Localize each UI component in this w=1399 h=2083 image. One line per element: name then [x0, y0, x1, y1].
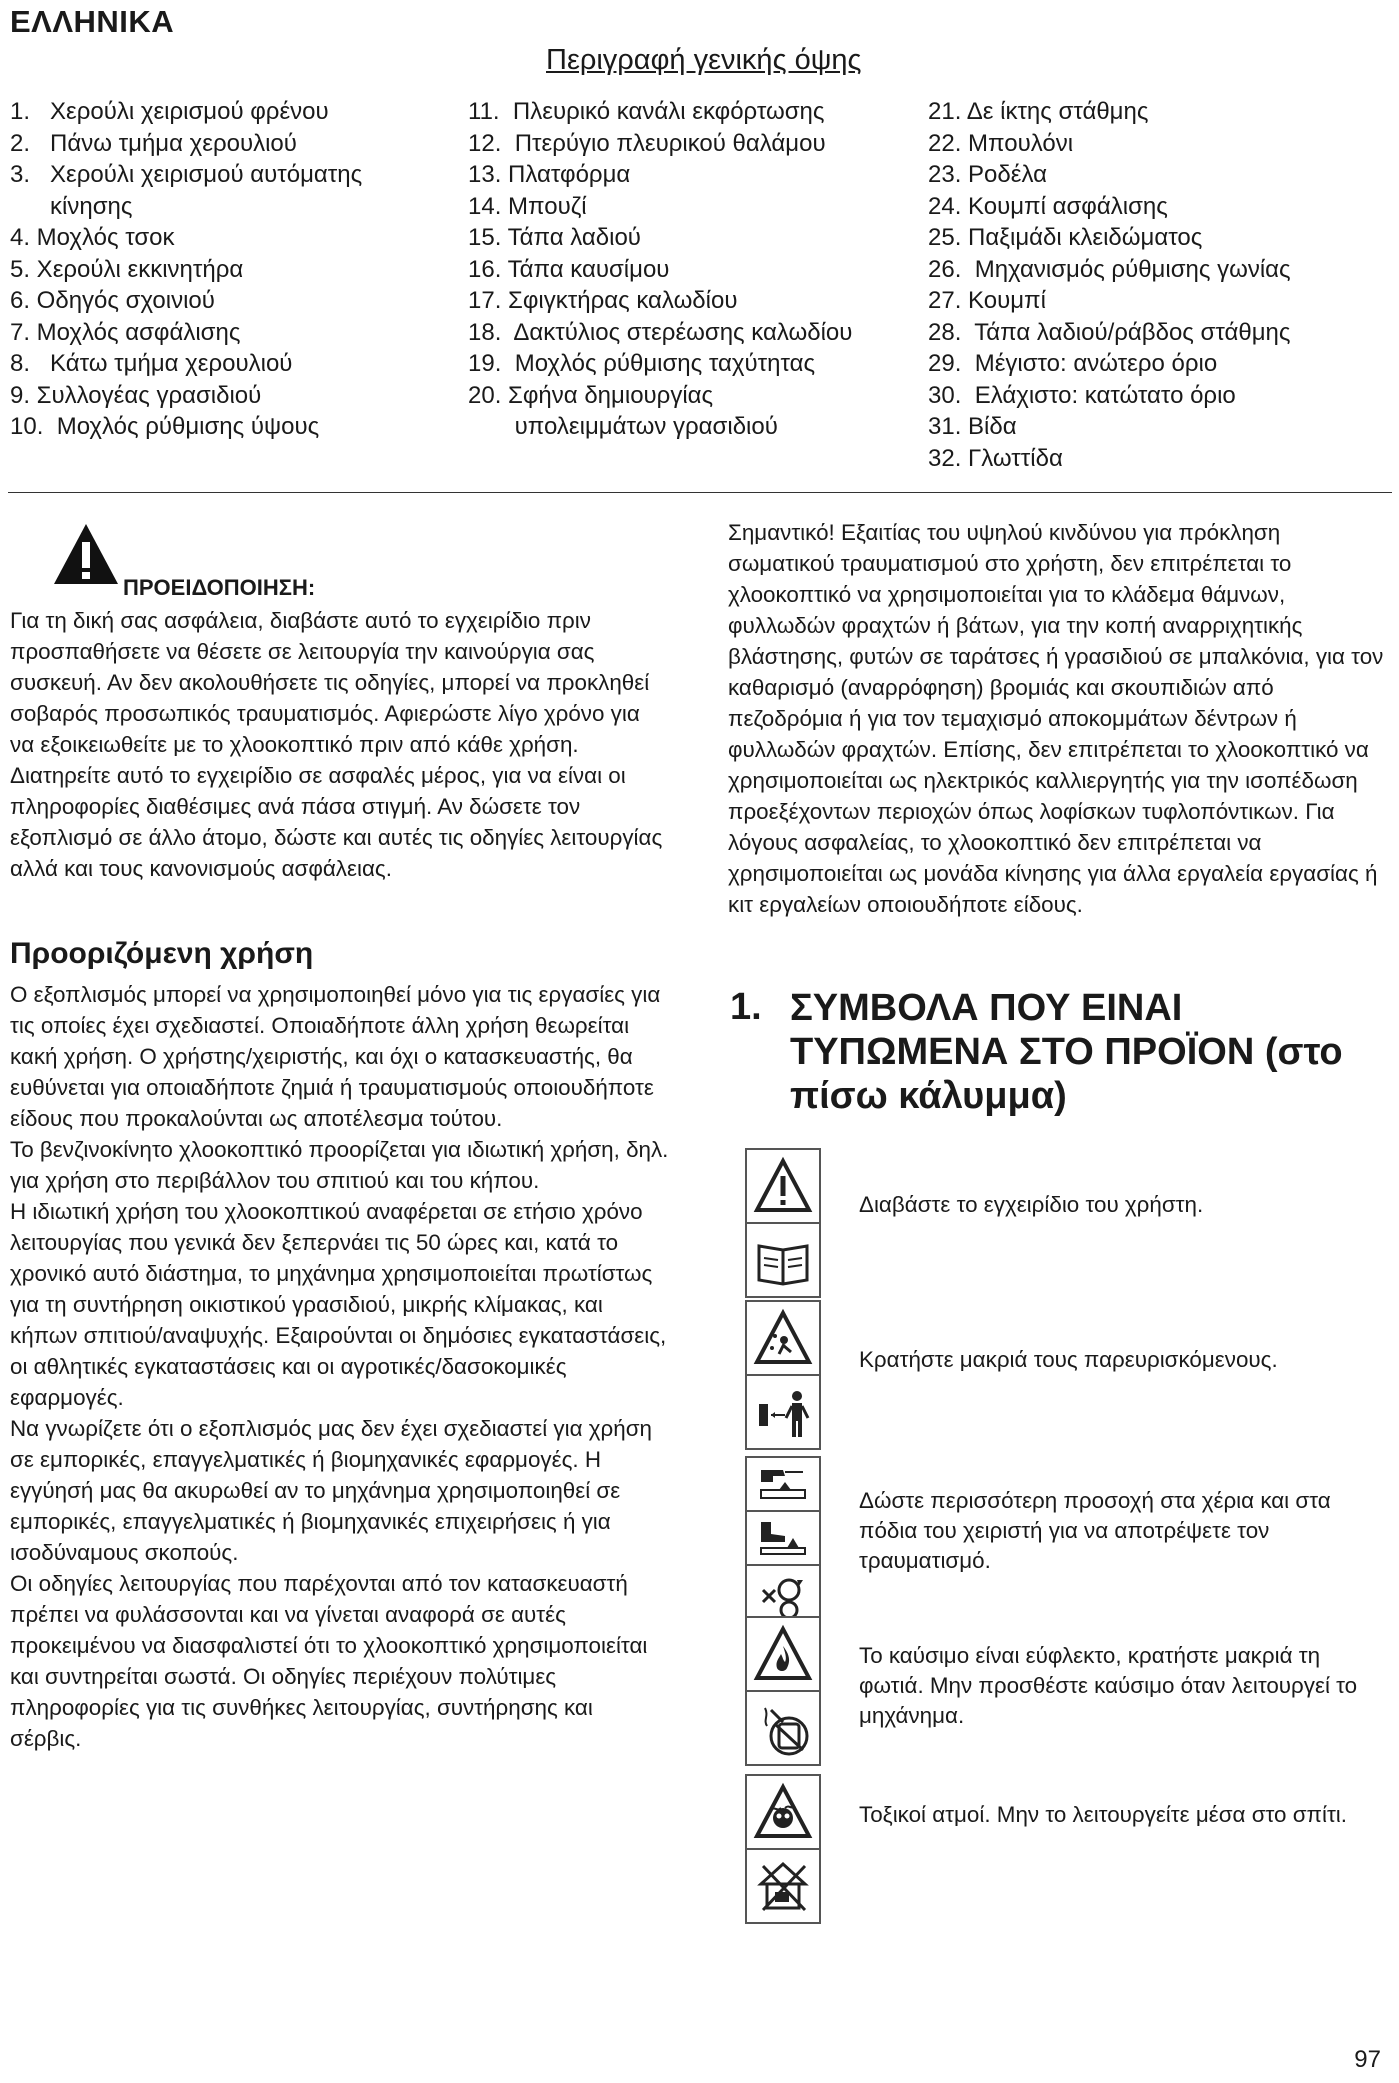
- list-item: 17. Σφιγκτήρας καλωδίου: [468, 287, 738, 314]
- list-item: 5. Χερούλι εκκινητήρα: [10, 255, 244, 283]
- symbol-caption: Δώστε περισσότερη προσοχή στα χέρια και στα πόδια του χειριστή για να αποτρέψετε τον τραυματισμό.: [859, 1488, 1331, 1573]
- open-book-icon: [753, 1232, 813, 1288]
- list-item: 21. Δε ίκτης στάθμης: [928, 98, 1149, 125]
- list-item: 9. Συλλογέας γρασιδιού: [10, 381, 262, 409]
- paragraph: Να γνωρίζετε ότι ο εξοπλισμός μας δεν έχει σχεδιαστεί για χρήση σε εμπορικές, επαγγελματικές ή βιομηχανικές εφαρμογές. Η εγγύησή μας θα ακυρωθεί αν το μηχάνημα χρησιμοποιηθεί σε εμπορικές, επαγγελματικές ή βιομηχανικές επιχειρήσεις ή για ισοδύναμους σκοπούς.: [10, 1416, 652, 1565]
- list-item: 8. Κάτω τμήμα χερουλιού: [10, 350, 293, 377]
- list-item: 25. Παξιμάδι κλειδώματος: [928, 224, 1203, 251]
- list-item: 29. Μέγιστο: ανώτερο όριο: [928, 350, 1218, 377]
- list-item: 1. Χερούλι χειρισμού φρένου: [10, 98, 329, 125]
- list-item: 31. Βίδα: [928, 413, 1017, 440]
- section-number: 1.: [730, 986, 762, 1028]
- list-item: 6. Οδηγός σχοινιού: [10, 287, 215, 314]
- toxic-fumes-icon: [753, 1782, 813, 1842]
- paragraph: Η ιδιωτική χρήση του χλοοκοπτικού αναφέρεται σε ετήσιο χρόνο λειτουργίας που γενικά δεν ξεπερνάει τις 50 ώρες και, κατά το χρονικό αυτό διάστημα, το μηχάνημα χρησιμοποιείται πρωτίστως για τη συντήρηση οικιστικού γρασιδιού, μικρής κλίμακας, και κήπων σπιτιού/αναψυχής. Εξαιρούνται οι δημόσιες εγκαταστάσεις, οι αθλητικές εγκαταστάσεις και οι αγροτικές/δασοκομικές εφαρμογές.: [10, 1199, 667, 1410]
- hand-blade-icon: [755, 1462, 811, 1506]
- language-title: ΕΛΛΗΝΙΚΑ: [10, 4, 175, 39]
- section-title: ΣΥΜΒΟΛΑ ΠΟΥ ΕΙΝΑΙ ΤΥΠΩΜΕΝΑ ΣΤΟ ΠΡΟΪΟΝ (στο πίσω κάλυμμα): [790, 987, 1343, 1117]
- list-item: 18. Δακτύλιος στερέωσης καλωδίου: [468, 318, 853, 346]
- parts-list-col3: [928, 96, 1291, 474]
- list-item: 14. Μπουζί: [468, 192, 587, 220]
- rotating-blade-icon: [755, 1570, 811, 1622]
- list-item: 27. Κουμπί: [928, 287, 1046, 314]
- list-item: 12. Πτερύγιο πλευρικού θαλάμου: [468, 129, 826, 157]
- foot-blade-icon: [755, 1516, 811, 1560]
- symbol-caption: Τοξικοί ατμοί. Μην το λειτουργείτε μέσα στο σπίτι.: [859, 1802, 1348, 1827]
- list-item: 22. Μπουλόνι: [928, 129, 1074, 157]
- list-item: 32. Γλωττίδα: [928, 444, 1063, 472]
- parts-list-col2: [468, 96, 852, 443]
- list-item: 26. Μηχανισμός ρύθμισης γωνίας: [928, 255, 1291, 283]
- list-item: 23. Ροδέλα: [928, 161, 1047, 188]
- warning-text: Για τη δική σας ασφάλεια, διαβάστε αυτό το εγχειρίδιο πριν προσπαθήσετε να θέσετε σε λειτουργία την καινούργια σας συσκευή. Αν δεν ακολουθήσετε τις οδηγίες, μπορεί να προκληθεί σοβαρός προσωπικός τραυματισμός. Αφιερώστε λίγο χρόνο για να εξοικειωθείτε με το χλοοκοπτικό πριν από κάθε χρήση. Διατηρείτε αυτό το εγχειρίδιο σε ασφαλές μέρος, για να είναι οι πληροφορίες διαθέσιμες ανά πάσα στιγμή. Αν δώσετε τον εξοπλισμό σε άλλο άτομο, δώστε και αυτές τις οδηγίες λειτουργίας αλλά και τους κανονισμούς ασφάλειας.: [10, 608, 663, 881]
- symbol-group-bystanders: [745, 1300, 821, 1450]
- list-item: 7. Μοχλός ασφάλισης: [10, 318, 241, 346]
- list-item: 10. Μοχλός ρύθμισης ύψους: [10, 413, 320, 440]
- symbol-group-toxic: [745, 1774, 821, 1924]
- list-item: 20. Σφήνα δημιουργίας: [468, 381, 714, 409]
- paragraph: Το βενζινοκίνητο χλοοκοπτικό προορίζεται για ιδιωτική χρήση, δηλ. για χρήση στο περιβάλλον του σπιτιού και του κήπου.: [10, 1137, 669, 1193]
- list-item: 11. Πλευρικό κανάλι εκφόρτωσης: [468, 98, 825, 125]
- list-item: 28. Τάπα λαδιού/ράβδος στάθμης: [928, 318, 1291, 346]
- symbol-caption: Το καύσιμο είναι εύφλεκτο, κρατήστε μακριά τη φωτιά. Μην προσθέστε καύσιμο όταν λειτουργεί το μηχάνημα.: [859, 1643, 1358, 1728]
- warning-title: ΠΡΟΕΙΔΟΠΟΙΗΣΗ:: [123, 575, 316, 600]
- list-item: 13. Πλατφόρμα: [468, 161, 631, 188]
- paragraph: Οι οδηγίες λειτουργίας που παρέχονται από τον κατασκευαστή πρέπει να φυλάσσονται και να γίνεται αναφορά σε αυτές προκειμένου να διασφαλιστεί ότι το χλοοκοπτικό χρησιμοποιείται και συντηρείται σωστά. Οι οδηγίες περιέχουν πολύτιμες πληροφορίες για τις συνθήκες λειτουργίας, συντήρησης και σέρβις.: [10, 1571, 648, 1751]
- section-divider: [8, 492, 1392, 493]
- symbol-caption: Διαβάστε το εγχειρίδιο του χρήστη.: [859, 1192, 1204, 1217]
- page-number: 97: [1354, 2046, 1381, 2073]
- important-notice: Σημαντικό! Εξαιτίας του υψηλού κινδύνου για πρόκληση σωματικού τραυματισμού στο χρήστη, δεν επιτρέπεται το χλοοκοπτικό να χρησιμοποιείται για το κλάδεμα θάμνων, φυλλωδών φραχτών ή βάτων, για την κοπή αναρριχητικής βλάστησης, φυτών σε ταράτσες ή γρασιδιού σε μπαλκόνια, για τον καθαρισμό (αναρρόφηση) βρομιάς και σκουπιδιών από πεζοδρόμια ή για τον τεμαχισμό αποκομμάτων δέντρων ή φυλλωδών φραχτών. Επίσης, δεν επιτρέπεται το χλοοκοπτικό να χρησιμοποιείται ως ηλεκτρικός καλλιεργητής για την ισοπέδωση προεξέχοντων περιοχών όπως λοφίσκων τυφλοπόντικων. Για λόγους ασφαλείας, το χλοοκοπτικό δεν επιτρέπεται να χρησιμοποιείται ως μονάδα κίνησης για άλλα εργαλεία εργασίας ή κιτ εργαλείων οποιουδήποτε είδους.: [728, 520, 1384, 917]
- keep-distance-icon: [753, 1382, 813, 1442]
- list-item: κίνησης: [10, 192, 133, 220]
- warning-triangle-icon: [52, 522, 120, 586]
- fire-hazard-icon: [753, 1624, 813, 1684]
- symbol-caption: Κρατήστε μακριά τους παρευρισκόμενους.: [859, 1347, 1278, 1372]
- list-item: 30. Ελάχιστο: κατώτατο όριο: [928, 381, 1236, 409]
- list-item: 19. Μοχλός ρύθμισης ταχύτητας: [468, 350, 816, 377]
- list-item: 4. Μοχλός τσοκ: [10, 224, 175, 251]
- symbol-group-hands-feet: [745, 1456, 821, 1628]
- list-item: 2. Πάνω τμήμα χερουλιού: [10, 129, 297, 157]
- no-indoor-icon: [753, 1856, 813, 1916]
- symbol-group-fuel: [745, 1616, 821, 1766]
- list-item: 24. Κουμπί ασφάλισης: [928, 192, 1168, 220]
- warning-triangle-icon: [753, 1156, 813, 1216]
- list-item: 15. Τάπα λαδιού: [468, 224, 641, 251]
- parts-list-col1: [10, 96, 362, 443]
- symbol-group-manual: [745, 1148, 821, 1298]
- overview-title: Περιγραφή γενικής όψης: [546, 44, 862, 76]
- list-item: 3. Χερούλι χειρισμού αυτόματης: [10, 161, 363, 188]
- flying-debris-icon: [753, 1308, 813, 1368]
- list-item: 16. Τάπα καυσίμου: [468, 255, 670, 283]
- intended-use-text: [10, 979, 670, 1754]
- intended-use-heading: Προοριζόμενη χρήση: [10, 937, 314, 970]
- paragraph: Ο εξοπλισμός μπορεί να χρησιμοποιηθεί μόνο για τις εργασίες για τις οποίες έχει σχεδιαστεί. Οποιαδήποτε άλλη χρήση θεωρείται κακή χρήση. Ο χρήστης/χειριστής, και όχι ο κατασκευαστής, θα ευθύνεται για οποιαδήποτε ζημιά ή τραυματισμούς οποιουδήποτε είδους που προκαλούνται ως αποτέλεσμα τούτου.: [10, 982, 661, 1131]
- no-refuel-icon: [753, 1698, 813, 1758]
- list-item: υπολειμμάτων γρασιδιού: [468, 413, 778, 440]
